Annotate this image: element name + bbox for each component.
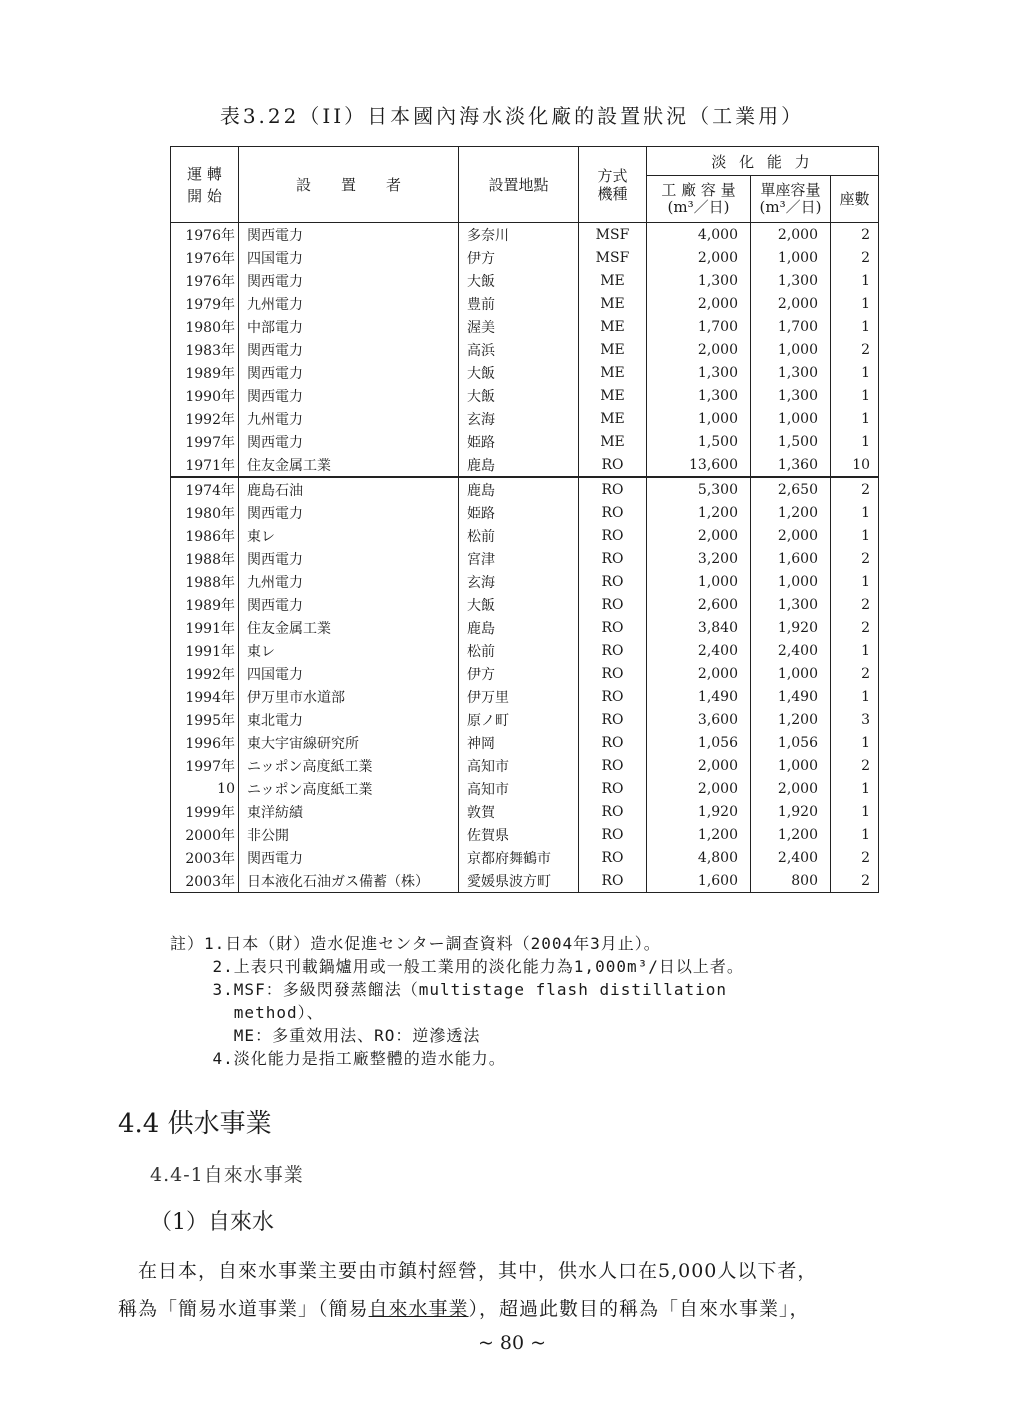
- cell-operator: 東北電力: [239, 708, 459, 731]
- cell-unit: 1,700: [751, 315, 831, 338]
- cell-method: ME: [579, 315, 647, 338]
- cell-operator: 九州電力: [239, 570, 459, 593]
- cell-year: 10: [171, 777, 239, 800]
- note-line: 3.MSF：多級閃發蒸餾法（multistage flash distillation: [170, 980, 728, 999]
- cell-method: RO: [579, 800, 647, 823]
- cell-count: 1: [831, 800, 879, 823]
- cell-unit: 1,500: [751, 430, 831, 453]
- cell-count: 1: [831, 731, 879, 754]
- cell-method: MSF: [579, 246, 647, 269]
- table-row: [171, 662, 879, 685]
- cell-year: 1999年: [171, 800, 239, 823]
- cell-method: RO: [579, 754, 647, 777]
- cell-plant: 3,600: [647, 708, 751, 731]
- paragraph-line-1: 在日本，自來水事業主要由市鎮村經營，其中，供水人口在5,000人以下者，: [118, 1260, 818, 1282]
- cell-operator: 関西電力: [239, 547, 459, 570]
- cell-site: 玄海: [459, 570, 579, 593]
- cell-method: RO: [579, 501, 647, 524]
- cell-operator: 東レ: [239, 639, 459, 662]
- cell-site: 宮津: [459, 547, 579, 570]
- cell-unit: 800: [751, 869, 831, 893]
- cell-plant: 4,000: [647, 223, 751, 247]
- cell-year: 1980年: [171, 315, 239, 338]
- cell-count: 2: [831, 246, 879, 269]
- cell-count: 2: [831, 223, 879, 247]
- cell-unit: 1,920: [751, 800, 831, 823]
- cell-site: 鹿島: [459, 477, 579, 501]
- cell-method: RO: [579, 639, 647, 662]
- cell-year: 1992年: [171, 662, 239, 685]
- header-capacity-group: 淡 化 能 力: [647, 147, 879, 176]
- cell-site: 愛媛県波方町: [459, 869, 579, 893]
- cell-unit: 2,000: [751, 777, 831, 800]
- cell-plant: 2,000: [647, 338, 751, 361]
- cell-unit: 1,300: [751, 384, 831, 407]
- cell-plant: 2,600: [647, 593, 751, 616]
- cell-plant: 1,300: [647, 361, 751, 384]
- cell-unit: 1,056: [751, 731, 831, 754]
- cell-operator: 関西電力: [239, 846, 459, 869]
- cell-unit: 1,000: [751, 338, 831, 361]
- cell-plant: 2,000: [647, 754, 751, 777]
- cell-plant: 1,920: [647, 800, 751, 823]
- cell-operator: 四国電力: [239, 246, 459, 269]
- cell-operator: 住友金属工業: [239, 616, 459, 639]
- table-row: [171, 477, 879, 501]
- cell-operator: 中部電力: [239, 315, 459, 338]
- cell-method: RO: [579, 777, 647, 800]
- cell-method: RO: [579, 685, 647, 708]
- cell-plant: 2,000: [647, 777, 751, 800]
- cell-count: 1: [831, 292, 879, 315]
- table-row: [171, 593, 879, 616]
- cell-unit: 2,400: [751, 639, 831, 662]
- subsubsection-heading: （1）自來水: [150, 1210, 274, 1235]
- table-row: [171, 407, 879, 430]
- cell-count: 2: [831, 616, 879, 639]
- cell-site: 大飯: [459, 384, 579, 407]
- cell-unit: 1,000: [751, 754, 831, 777]
- cell-year: 2003年: [171, 846, 239, 869]
- cell-operator: 関西電力: [239, 501, 459, 524]
- cell-count: 1: [831, 361, 879, 384]
- cell-unit: 1,000: [751, 662, 831, 685]
- cell-method: RO: [579, 453, 647, 477]
- cell-site: 姫路: [459, 501, 579, 524]
- subsection-heading: 4.4-1自來水事業: [150, 1164, 304, 1186]
- cell-method: MSF: [579, 223, 647, 247]
- cell-operator: 日本液化石油ガス備蓄（株）: [239, 869, 459, 893]
- cell-unit: 2,000: [751, 292, 831, 315]
- cell-operator: 東レ: [239, 524, 459, 547]
- cell-site: 渥美: [459, 315, 579, 338]
- cell-count: 1: [831, 823, 879, 846]
- cell-method: ME: [579, 338, 647, 361]
- page-number: ~ 80 ~: [477, 1332, 547, 1354]
- table-row: [171, 524, 879, 547]
- note-line: 2.上表只刊載鍋爐用或一般工業用的淡化能力為1,000m³/日以上者。: [170, 957, 744, 976]
- cell-count: 3: [831, 708, 879, 731]
- cell-plant: 13,600: [647, 453, 751, 477]
- cell-year: 1989年: [171, 593, 239, 616]
- cell-count: 10: [831, 453, 879, 477]
- cell-year: 1994年: [171, 685, 239, 708]
- cell-unit: 2,400: [751, 846, 831, 869]
- cell-year: 1995年: [171, 708, 239, 731]
- cell-plant: 2,000: [647, 292, 751, 315]
- cell-plant: 2,400: [647, 639, 751, 662]
- cell-plant: 1,200: [647, 823, 751, 846]
- cell-unit: 1,200: [751, 501, 831, 524]
- table-row: [171, 501, 879, 524]
- notes: [170, 932, 890, 1070]
- cell-site: 敦賀: [459, 800, 579, 823]
- cell-unit: 1,920: [751, 616, 831, 639]
- table-row: [171, 246, 879, 269]
- table-row: [171, 846, 879, 869]
- cell-year: 1979年: [171, 292, 239, 315]
- cell-operator: 非公開: [239, 823, 459, 846]
- cell-method: RO: [579, 570, 647, 593]
- cell-method: RO: [579, 547, 647, 570]
- cell-site: 松前: [459, 639, 579, 662]
- cell-operator: 関西電力: [239, 430, 459, 453]
- cell-site: 伊万里: [459, 685, 579, 708]
- cell-site: 神岡: [459, 731, 579, 754]
- cell-count: 1: [831, 639, 879, 662]
- cell-operator: 四国電力: [239, 662, 459, 685]
- cell-method: RO: [579, 846, 647, 869]
- paragraph-text: 稱為「簡易水道事業」（簡易: [118, 1298, 369, 1320]
- header-method: 方式 機種: [579, 147, 647, 223]
- cell-method: ME: [579, 292, 647, 315]
- cell-method: ME: [579, 430, 647, 453]
- cell-method: RO: [579, 616, 647, 639]
- cell-unit: 1,600: [751, 547, 831, 570]
- table-row: [171, 777, 879, 800]
- cell-year: 1988年: [171, 570, 239, 593]
- cell-year: 1989年: [171, 361, 239, 384]
- cell-plant: 2,000: [647, 246, 751, 269]
- table-row: [171, 754, 879, 777]
- cell-operator: ニッポン高度紙工業: [239, 777, 459, 800]
- cell-site: 京都府舞鶴市: [459, 846, 579, 869]
- cell-year: 1996年: [171, 731, 239, 754]
- cell-plant: 1,000: [647, 407, 751, 430]
- table-row: [171, 223, 879, 247]
- cell-unit: 1,300: [751, 593, 831, 616]
- cell-plant: 1,600: [647, 869, 751, 893]
- table-row: [171, 800, 879, 823]
- cell-operator: 九州電力: [239, 407, 459, 430]
- cell-count: 1: [831, 501, 879, 524]
- cell-plant: 3,200: [647, 547, 751, 570]
- cell-count: 1: [831, 685, 879, 708]
- cell-year: 1991年: [171, 616, 239, 639]
- cell-year: 1997年: [171, 754, 239, 777]
- table-body: [171, 223, 879, 893]
- cell-operator: 関西電力: [239, 593, 459, 616]
- cell-site: 玄海: [459, 407, 579, 430]
- table-row: [171, 547, 879, 570]
- cell-count: 1: [831, 269, 879, 292]
- cell-plant: 2,000: [647, 524, 751, 547]
- cell-operator: 関西電力: [239, 338, 459, 361]
- header-operator: 設 置 者: [239, 147, 459, 223]
- cell-year: 1976年: [171, 246, 239, 269]
- table-row: [171, 453, 879, 477]
- cell-method: RO: [579, 477, 647, 501]
- cell-site: 高知市: [459, 754, 579, 777]
- cell-operator: 関西電力: [239, 361, 459, 384]
- cell-site: 佐賀県: [459, 823, 579, 846]
- cell-method: RO: [579, 593, 647, 616]
- cell-count: 2: [831, 477, 879, 501]
- cell-count: 2: [831, 846, 879, 869]
- paragraph-text: ），超過此數目的稱為「自來水事業」，: [468, 1298, 810, 1320]
- cell-plant: 1,500: [647, 430, 751, 453]
- cell-count: 1: [831, 777, 879, 800]
- table-row: [171, 708, 879, 731]
- table-row: [171, 292, 879, 315]
- cell-count: 1: [831, 407, 879, 430]
- cell-year: 1976年: [171, 269, 239, 292]
- cell-method: RO: [579, 869, 647, 893]
- cell-unit: 2,650: [751, 477, 831, 501]
- cell-unit: 1,000: [751, 407, 831, 430]
- underlined-term: 自來水事業: [368, 1298, 469, 1320]
- header-unit-capacity: 單座容量 (m³／日): [751, 176, 831, 223]
- header-start: 運 轉 開 始: [171, 147, 239, 223]
- cell-operator: 関西電力: [239, 269, 459, 292]
- cell-operator: 関西電力: [239, 223, 459, 247]
- cell-method: ME: [579, 407, 647, 430]
- cell-method: RO: [579, 662, 647, 685]
- cell-method: RO: [579, 823, 647, 846]
- cell-count: 1: [831, 384, 879, 407]
- note-line: method）、: [170, 1003, 324, 1022]
- table-row: [171, 731, 879, 754]
- cell-method: RO: [579, 524, 647, 547]
- cell-operator: 東洋紡績: [239, 800, 459, 823]
- cell-year: 1971年: [171, 453, 239, 477]
- cell-site: 鹿島: [459, 616, 579, 639]
- cell-unit: 2,000: [751, 524, 831, 547]
- header-plant-capacity: 工 廠 容 量 (m³／日): [647, 176, 751, 223]
- table-row: [171, 823, 879, 846]
- cell-method: ME: [579, 384, 647, 407]
- cell-plant: 2,000: [647, 662, 751, 685]
- body-paragraph: [118, 1252, 948, 1328]
- cell-unit: 1,200: [751, 823, 831, 846]
- cell-year: 1983年: [171, 338, 239, 361]
- note-line: 4.淡化能力是指工廠整體的造水能力。: [170, 1049, 506, 1068]
- cell-operator: 鹿島石油: [239, 477, 459, 501]
- cell-method: ME: [579, 269, 647, 292]
- cell-method: RO: [579, 708, 647, 731]
- cell-plant: 5,300: [647, 477, 751, 501]
- cell-plant: 1,490: [647, 685, 751, 708]
- cell-plant: 1,300: [647, 269, 751, 292]
- cell-site: 姫路: [459, 430, 579, 453]
- note-line: 註）1.日本（財）造水促進センター調查資料（2004年3月止）。: [170, 934, 661, 953]
- cell-count: 1: [831, 315, 879, 338]
- cell-site: 原ノ町: [459, 708, 579, 731]
- table-row: [171, 639, 879, 662]
- cell-unit: 2,000: [751, 223, 831, 247]
- cell-year: 1974年: [171, 477, 239, 501]
- cell-count: 2: [831, 662, 879, 685]
- table-row: [171, 338, 879, 361]
- cell-count: 1: [831, 524, 879, 547]
- cell-site: 伊方: [459, 662, 579, 685]
- desalination-table: [170, 146, 879, 893]
- cell-site: 大飯: [459, 269, 579, 292]
- cell-site: 伊方: [459, 246, 579, 269]
- cell-count: 2: [831, 338, 879, 361]
- cell-unit: 1,000: [751, 246, 831, 269]
- cell-unit: 1,300: [751, 361, 831, 384]
- cell-year: 1988年: [171, 547, 239, 570]
- table-row: [171, 685, 879, 708]
- cell-operator: 住友金属工業: [239, 453, 459, 477]
- cell-site: 多奈川: [459, 223, 579, 247]
- table-row: [171, 315, 879, 338]
- cell-year: 1980年: [171, 501, 239, 524]
- cell-site: 大飯: [459, 593, 579, 616]
- note-line: ME：多重效用法、RO：逆滲透法: [170, 1026, 481, 1045]
- paragraph-line-2: [118, 1290, 948, 1328]
- cell-operator: 東大宇宙線研究所: [239, 731, 459, 754]
- cell-site: 豊前: [459, 292, 579, 315]
- cell-plant: 1,000: [647, 570, 751, 593]
- cell-plant: 4,800: [647, 846, 751, 869]
- table-row: [171, 384, 879, 407]
- cell-year: 1976年: [171, 223, 239, 247]
- cell-site: 高浜: [459, 338, 579, 361]
- cell-unit: 1,300: [751, 269, 831, 292]
- cell-method: ME: [579, 361, 647, 384]
- header-units: 座數: [831, 176, 879, 223]
- cell-count: 1: [831, 430, 879, 453]
- cell-count: 2: [831, 547, 879, 570]
- cell-year: 1992年: [171, 407, 239, 430]
- cell-unit: 1,200: [751, 708, 831, 731]
- cell-site: 高知市: [459, 777, 579, 800]
- section-heading: 4.4 供水事業: [118, 1109, 272, 1139]
- cell-operator: 伊万里市水道部: [239, 685, 459, 708]
- cell-count: 1: [831, 570, 879, 593]
- cell-count: 2: [831, 869, 879, 893]
- table-row: [171, 430, 879, 453]
- cell-site: 松前: [459, 524, 579, 547]
- cell-year: 1991年: [171, 639, 239, 662]
- cell-plant: 1,300: [647, 384, 751, 407]
- cell-plant: 1,700: [647, 315, 751, 338]
- table-row: [171, 570, 879, 593]
- cell-year: 1990年: [171, 384, 239, 407]
- table-row: [171, 616, 879, 639]
- cell-year: 1986年: [171, 524, 239, 547]
- cell-site: 鹿島: [459, 453, 579, 477]
- cell-unit: 1,000: [751, 570, 831, 593]
- cell-operator: 関西電力: [239, 384, 459, 407]
- cell-operator: ニッポン高度紙工業: [239, 754, 459, 777]
- cell-count: 2: [831, 593, 879, 616]
- cell-count: 2: [831, 754, 879, 777]
- table-row: [171, 361, 879, 384]
- cell-year: 2003年: [171, 869, 239, 893]
- cell-plant: 3,840: [647, 616, 751, 639]
- cell-unit: 1,360: [751, 453, 831, 477]
- cell-plant: 1,056: [647, 731, 751, 754]
- cell-year: 1997年: [171, 430, 239, 453]
- table-row: [171, 869, 879, 893]
- cell-year: 2000年: [171, 823, 239, 846]
- cell-site: 大飯: [459, 361, 579, 384]
- table-title: 表3.22（II）日本國內海水淡化廠的設置狀況（工業用）: [219, 104, 805, 128]
- table-row: [171, 269, 879, 292]
- header-site: 設置地點: [459, 147, 579, 223]
- cell-plant: 1,200: [647, 501, 751, 524]
- cell-unit: 1,490: [751, 685, 831, 708]
- cell-operator: 九州電力: [239, 292, 459, 315]
- cell-method: RO: [579, 731, 647, 754]
